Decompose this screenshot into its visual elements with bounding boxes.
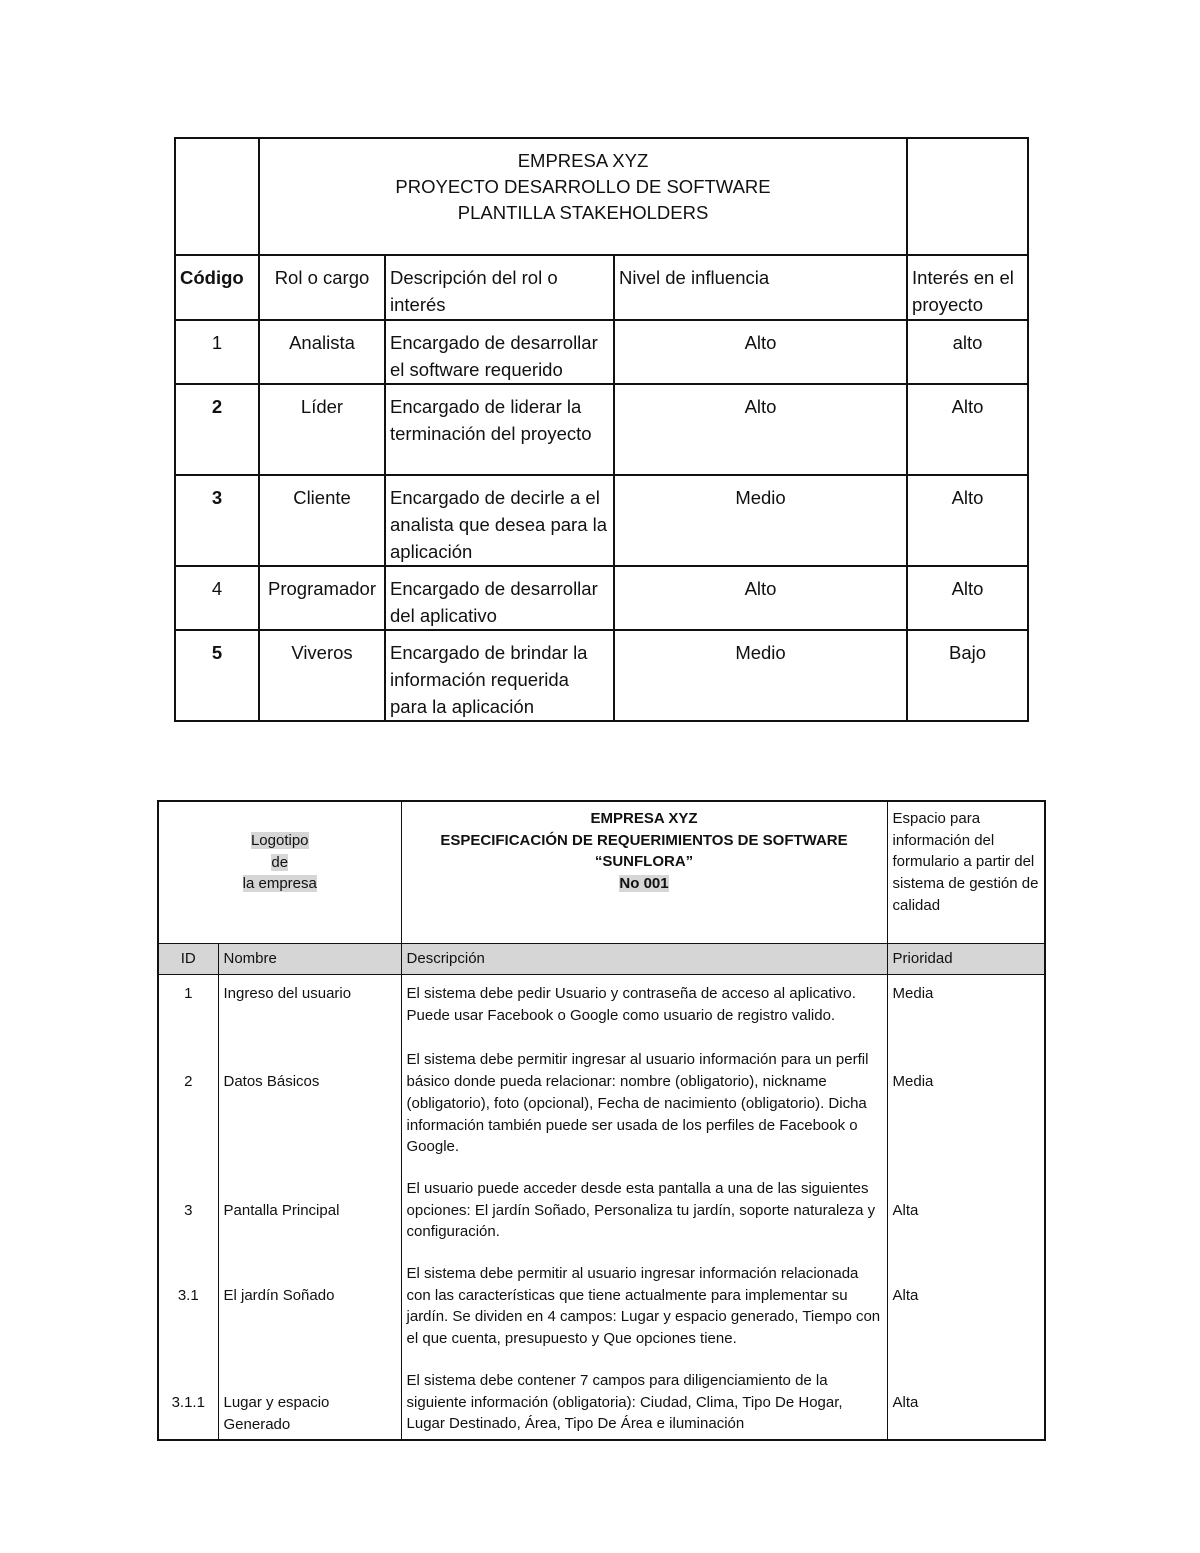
header-blank-right: [907, 138, 1028, 255]
row-name: Pantalla Principal: [218, 1178, 401, 1243]
row-role: Viveros: [259, 630, 385, 721]
table-row: [175, 475, 1028, 566]
logo-line-2: de: [271, 853, 289, 871]
row-interest: alto: [907, 320, 1028, 384]
form-info-note: Espacio para información del formulario a partir del sistema de gestión de calidad: [887, 801, 1045, 944]
row-code: 2: [175, 384, 259, 475]
project-name: “SUNFLORA”: [594, 853, 694, 871]
col-header-name: Nombre: [218, 944, 401, 975]
row-description: Encargado de desarrollar del aplicativo: [385, 566, 614, 630]
table-row: [175, 630, 1028, 721]
row-priority: Alta: [887, 1263, 1045, 1350]
company-name: EMPRESA XYZ: [590, 810, 698, 827]
row-code: 5: [175, 630, 259, 721]
table-row: [158, 975, 1045, 1030]
requirements-title: [401, 801, 887, 944]
row-influence: Alto: [614, 384, 907, 475]
logo-placeholder: [158, 801, 401, 944]
row-influence: Medio: [614, 475, 907, 566]
stakeholders-table: [174, 137, 1029, 722]
col-header-role: Rol o cargo: [259, 255, 385, 320]
row-description: El sistema debe pedir Usuario y contraseña de acceso al aplicativo. Puede usar Facebook o Google como usuario de registro valido.: [401, 975, 887, 1030]
row-role: Programador: [259, 566, 385, 630]
row-description: Encargado de decirle a el analista que desea para la aplicación: [385, 475, 614, 566]
row-name: Lugar y espacio Generado: [218, 1370, 401, 1440]
row-description: Encargado de desarrollar el software requerido: [385, 320, 614, 384]
logo-line-1: Logotipo: [250, 832, 309, 849]
table-row: [175, 566, 1028, 630]
row-priority: Media: [887, 975, 1045, 1030]
row-description: Encargado de brindar la información requerida para la aplicación: [385, 630, 614, 721]
row-id: 3: [158, 1178, 218, 1243]
row-role: Analista: [259, 320, 385, 384]
table-row: [175, 320, 1028, 384]
table-row: [158, 1370, 1045, 1440]
table-row: [158, 1178, 1045, 1243]
template-name: PLANTILLA STAKEHOLDERS: [457, 202, 709, 223]
row-interest: Alto: [907, 384, 1028, 475]
row-description: Encargado de liderar la terminación del proyecto: [385, 384, 614, 475]
col-header-code: Código: [175, 255, 259, 320]
col-header-influence: Nivel de influencia: [614, 255, 907, 320]
row-influence: Medio: [614, 630, 907, 721]
row-description: El sistema debe permitir ingresar al usuario información para un perfil básico donde pueda relacionar: nombre (obligatorio), nickname (obligatorio), foto (opcional), Fecha de nacimiento (obligatorio). Dicha información también puede ser usada de los perfiles de Facebook o Google.: [401, 1049, 887, 1158]
row-influence: Alto: [614, 320, 907, 384]
row-role: Cliente: [259, 475, 385, 566]
row-influence: Alto: [614, 566, 907, 630]
col-header-id: ID: [158, 944, 218, 975]
row-interest: Alto: [907, 475, 1028, 566]
header-blank-left: [175, 138, 259, 255]
row-description: El sistema debe contener 7 campos para diligenciamiento de la siguiente información (obligatoria): Ciudad, Clima, Tipo De Hogar, Lugar Destinado, Área, Tipo De Área e iluminación: [401, 1370, 887, 1440]
col-header-interest: Interés en el proyecto: [907, 255, 1028, 320]
row-priority: Alta: [887, 1178, 1045, 1243]
row-code: 4: [175, 566, 259, 630]
table-row: [158, 1263, 1045, 1350]
row-description: El sistema debe permitir al usuario ingresar información relacionada con las características que tiene actualmente para implementar su jardín. Se dividen en 4 campos: Lugar y espacio generado, Tiempo con el que cuenta, presupuesto y Que opciones tiene.: [401, 1263, 887, 1350]
col-header-description: Descripción: [401, 944, 887, 975]
row-priority: Media: [887, 1049, 1045, 1158]
row-name: Datos Básicos: [218, 1049, 401, 1158]
row-id: 3.1.1: [158, 1370, 218, 1440]
row-interest: Alto: [907, 566, 1028, 630]
table-row: [175, 384, 1028, 475]
row-description: El usuario puede acceder desde esta pantalla a una de las siguientes opciones: El jardín Soñado, Personaliza tu jardín, soporte naturaleza y configuración.: [401, 1178, 887, 1243]
row-name: El jardín Soñado: [218, 1263, 401, 1350]
project-name: PROYECTO DESARROLLO DE SOFTWARE: [395, 176, 771, 197]
row-code: 3: [175, 475, 259, 566]
row-role: Líder: [259, 384, 385, 475]
company-name: EMPRESA XYZ: [517, 150, 649, 171]
col-header-description: Descripción del rol o interés: [385, 255, 614, 320]
row-id: 2: [158, 1049, 218, 1158]
logo-line-3: la empresa: [242, 875, 317, 893]
row-id: 3.1: [158, 1263, 218, 1350]
row-interest: Bajo: [907, 630, 1028, 721]
row-name: Ingreso del usuario: [218, 975, 401, 1030]
stakeholders-title: [259, 138, 907, 255]
row-code: 1: [175, 320, 259, 384]
col-header-priority: Prioridad: [887, 944, 1045, 975]
requirements-table: [157, 800, 1046, 1441]
document-name: ESPECIFICACIÓN DE REQUERIMIENTOS DE SOFTWARE: [440, 831, 848, 849]
row-priority: Alta: [887, 1370, 1045, 1440]
document-number: No 001: [619, 875, 669, 893]
table-row: [158, 1049, 1045, 1158]
row-id: 1: [158, 975, 218, 1030]
